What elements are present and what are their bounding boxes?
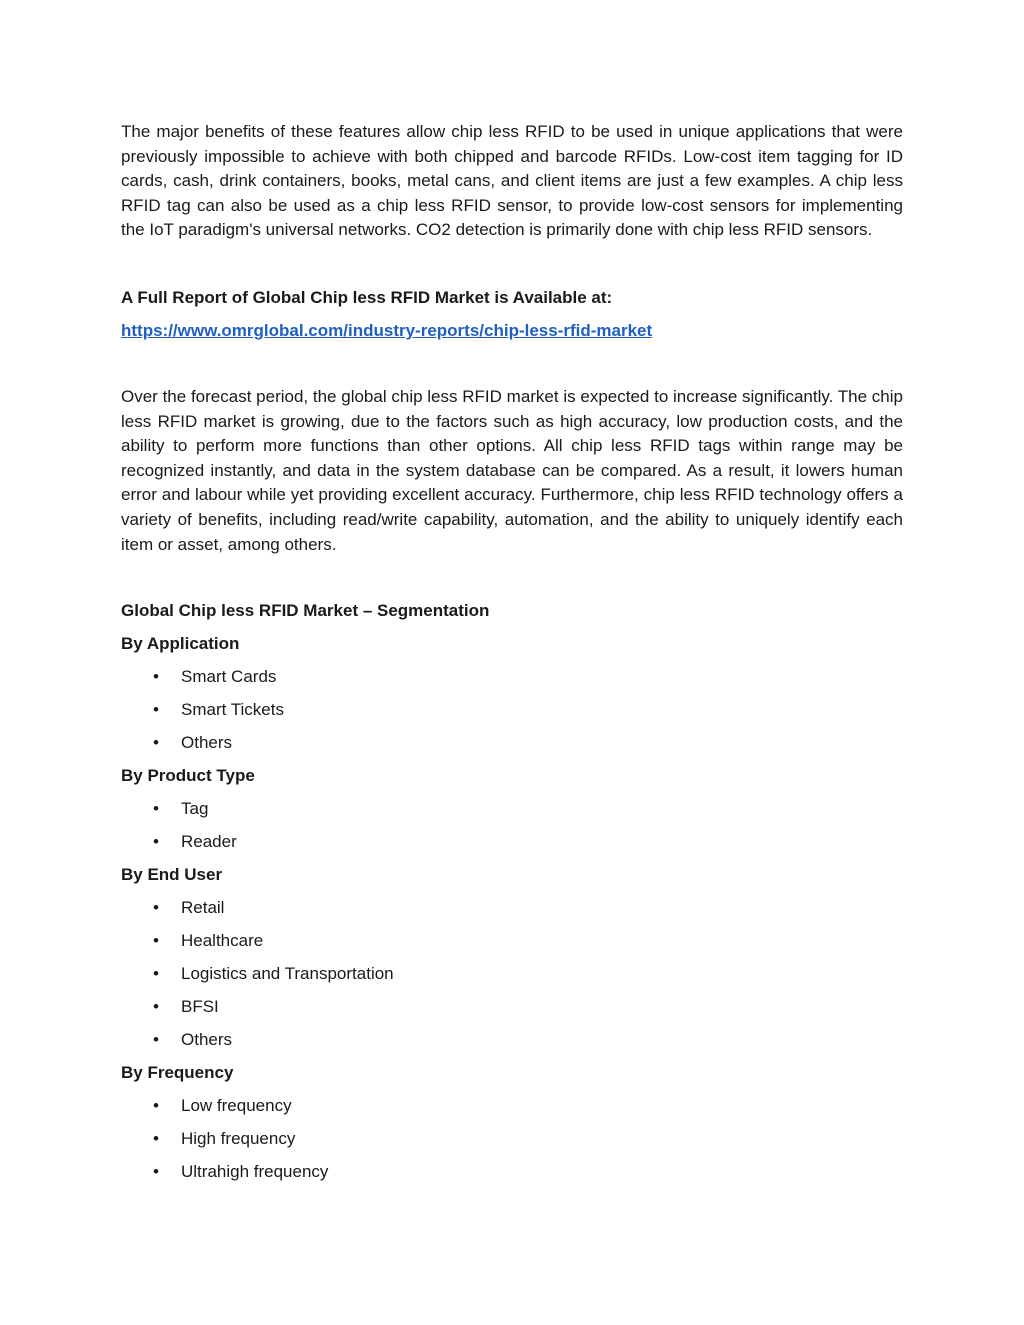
list-item-label: Retail [181, 898, 225, 918]
bullet-icon: • [153, 667, 159, 687]
bullet-icon: • [153, 1030, 159, 1050]
bullet-icon: • [153, 1162, 159, 1182]
segmentation-title: Global Chip less RFID Market – Segmentation [121, 601, 490, 621]
bullet-icon: • [153, 997, 159, 1017]
list-item [121, 1028, 903, 1052]
list-item [121, 1127, 903, 1151]
list-item-label: Smart Cards [181, 667, 277, 687]
list-item-label: BFSI [181, 997, 219, 1017]
list-item [121, 1094, 903, 1118]
list-item-label: Others [181, 733, 233, 753]
forecast-paragraph: Over the forecast period, the global chip less RFID market is expected to increase significantly. The chip less RFID market is growing, due to the factors such as high accuracy, low production costs, and the ability to perform more functions than other options. All chip less RFID tags within range may be recognized instantly, and data in the system database can be compared. As a result, it lowers human error and labour while yet providing excellent accuracy. Furthermore, chip less RFID technology offers a variety of benefits, including read/write capability, automation, and the ability to uniquely identify each item or asset, among others. [121, 386, 903, 554]
segment-group-title: By Product Type [121, 766, 255, 786]
list-item-label: Smart Tickets [181, 700, 284, 720]
list-item-label: Ultrahigh frequency [181, 1162, 329, 1182]
list-item [121, 797, 903, 821]
list-item [121, 698, 903, 722]
bullet-icon: • [153, 799, 159, 819]
segment-list [121, 896, 903, 1052]
document-page [121, 120, 903, 1184]
bullet-icon: • [153, 700, 159, 720]
list-item [121, 1160, 903, 1184]
bullet-icon: • [153, 964, 159, 984]
segment-group-title: By Application [121, 634, 240, 654]
bullet-icon: • [153, 1129, 159, 1149]
segment-group-title: By End User [121, 865, 223, 885]
bullet-icon: • [153, 931, 159, 951]
bullet-icon: • [153, 733, 159, 753]
list-item [121, 830, 903, 854]
intro-paragraph: The major benefits of these features allow chip less RFID to be used in unique applications that were previously impossible to achieve with both chipped and barcode RFIDs. Low-cost item tagging for ID cards, cash, drink containers, books, metal cans, and client items are just a few examples. A chip less RFID tag can also be used as a chip less RFID sensor, to provide low-cost sensors for implementing the IoT paradigm's universal networks. CO2 detection is primarily done with chip less RFID sensors. [121, 122, 903, 240]
bullet-icon: • [153, 832, 159, 852]
report-heading: A Full Report of Global Chip less RFID Market is Available at: [121, 287, 613, 307]
list-item [121, 929, 903, 953]
list-item-label: Low frequency [181, 1096, 292, 1116]
list-item-label: Others [181, 1030, 233, 1050]
list-item [121, 995, 903, 1019]
list-item [121, 896, 903, 920]
list-item-label: Reader [181, 832, 237, 852]
segment-group-title: By Frequency [121, 1063, 234, 1083]
list-item-label: Healthcare [181, 931, 264, 951]
segment-list [121, 1094, 903, 1184]
list-item-label: High frequency [181, 1129, 296, 1149]
list-item [121, 665, 903, 689]
segment-list [121, 665, 903, 755]
list-item [121, 962, 903, 986]
list-item [121, 731, 903, 755]
bullet-icon: • [153, 898, 159, 918]
report-link[interactable]: https://www.omrglobal.com/industry-reports/chip-less-rfid-market [121, 320, 653, 340]
bullet-icon: • [153, 1096, 159, 1116]
list-item-label: Tag [181, 799, 209, 819]
list-item-label: Logistics and Transportation [181, 964, 394, 984]
segment-list [121, 797, 903, 854]
